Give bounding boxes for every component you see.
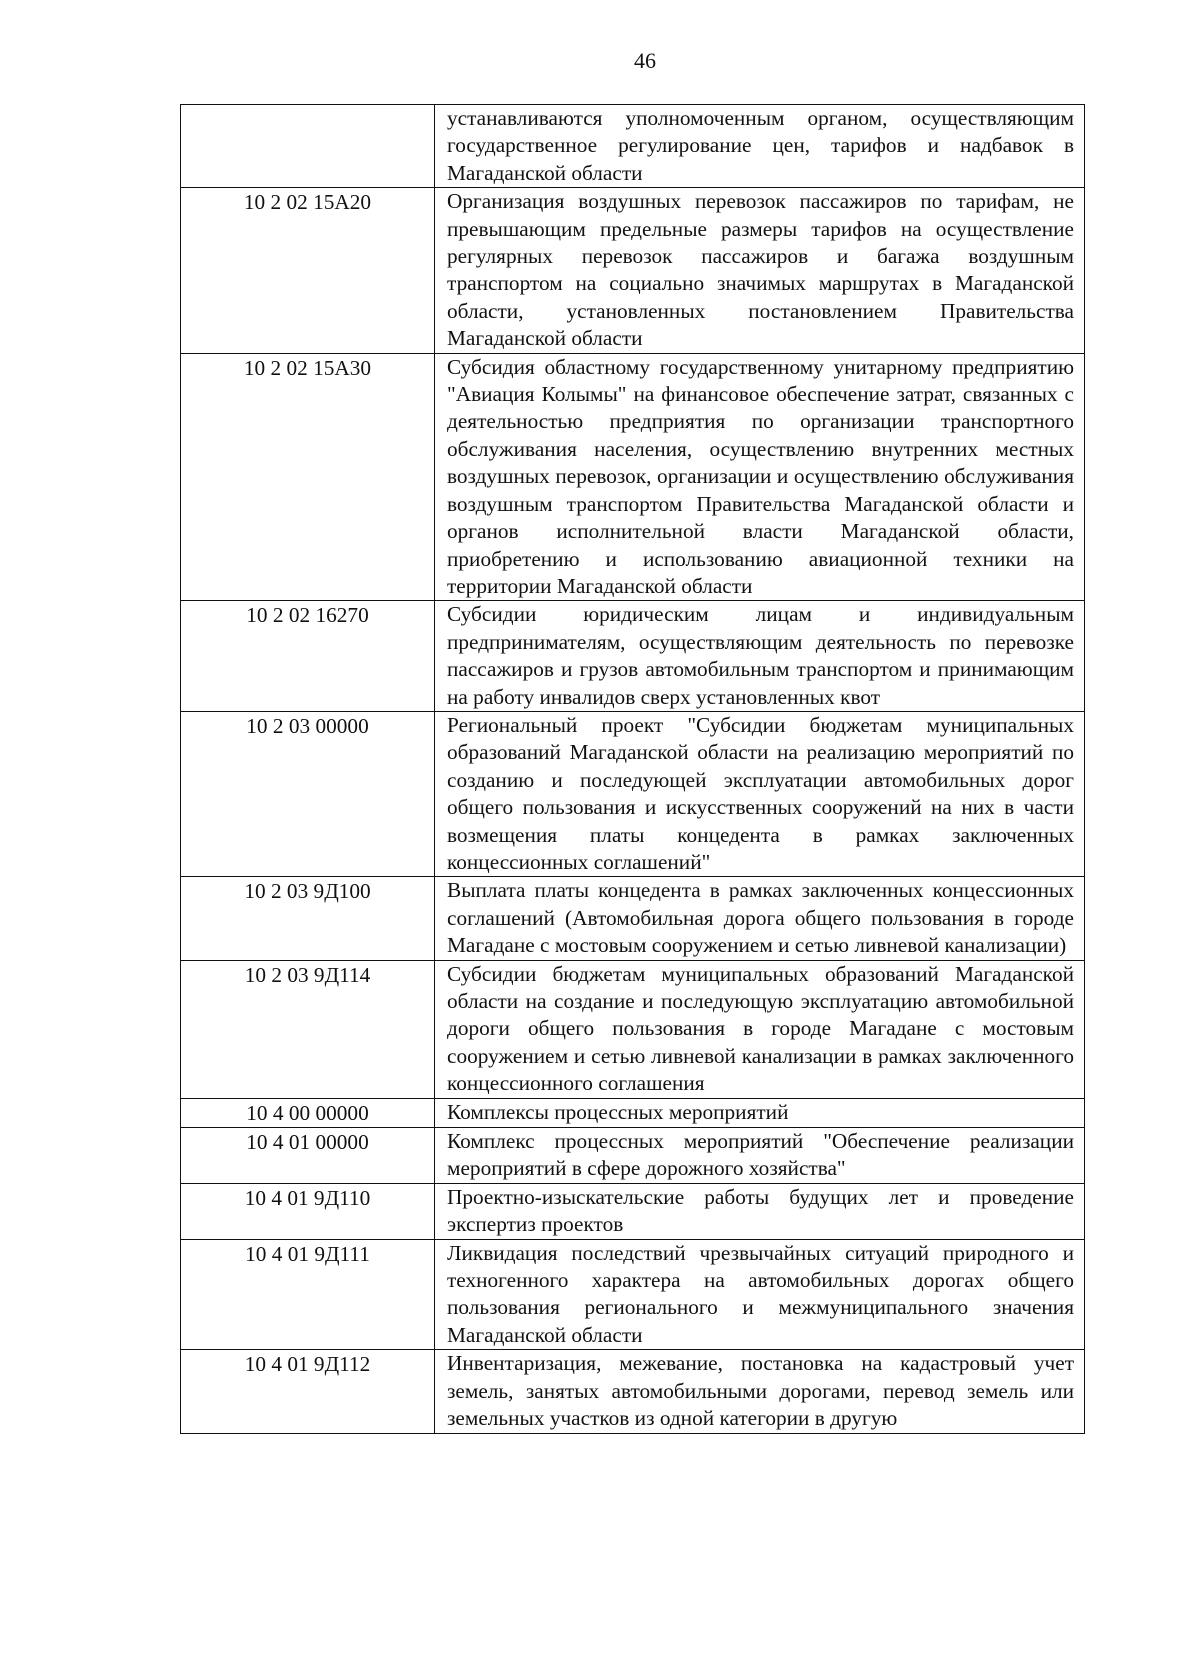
budget-classification-table: [180, 104, 1085, 1434]
row-description: Субсидии юридическим лицам и индивидуальным предпринимателям, осуществляющим деятельность по перевозке пассажиров и грузов автомобильным транспортом и принимающим на работу инвалидов сверх установленных квот: [447, 602, 1074, 709]
table-row: [181, 1350, 1085, 1433]
table-row: [181, 601, 1085, 712]
row-code: 10 4 01 9Д110: [181, 1183, 435, 1239]
table-row: [181, 877, 1085, 960]
row-description-cell: [435, 711, 1085, 876]
row-description-cell: [435, 188, 1085, 353]
row-code: 10 4 01 00000: [181, 1128, 435, 1184]
row-description: Выплата платы концедента в рамках заключенных концессионных соглашений (Автомобильная дорога общего пользования в городе Магадане с мостовым сооружением и сетью ливневой канализации): [447, 878, 1074, 958]
table-row: [181, 105, 1085, 188]
row-description: Ликвидация последствий чрезвычайных ситуаций природного и техногенного характера на автомобильных дорогах общего пользования регионального и межмуниципального значения Магаданской области: [447, 1240, 1074, 1347]
page-number: 46: [634, 48, 656, 73]
row-description: Организация воздушных перевозок пассажиров по тарифам, не превышающим предельные размеры тарифов на осуществление регулярных перевозок пассажиров и багажа воздушным транспортом на социально значимых маршрутах в Магаданской области, установленных постановлением Правительства Магаданской области: [447, 189, 1074, 351]
table-row: [181, 1128, 1085, 1184]
row-code: 10 2 03 00000: [181, 711, 435, 876]
row-code: 10 2 02 15А30: [181, 353, 435, 601]
row-code: 10 2 02 16270: [181, 601, 435, 712]
row-description-cell: [435, 353, 1085, 601]
table-row: [181, 1239, 1085, 1350]
row-code: 10 2 02 15А20: [181, 188, 435, 353]
table-row: [181, 960, 1085, 1098]
row-description: Субсидия областному государственному унитарному предприятию "Авиация Колымы" на финансовое обеспечение затрат, связанных с деятельностью предприятия по организации транспортного обслуживания населения, осуществлению внутренних местных воздушных перевозок, организации и осуществлению обслуживания воздушным транспортом Правительства Магаданской области и органов исполнительной власти Магаданской области, приобретению и использованию авиационной техники на территории Магаданской области: [447, 354, 1074, 598]
table-row: [181, 353, 1085, 601]
row-description-cell: [435, 105, 1085, 188]
table-row: [181, 711, 1085, 876]
row-description-cell: [435, 601, 1085, 712]
row-description: Проектно-изыскательские работы будущих лет и проведение экспертиз проектов: [447, 1184, 1074, 1237]
row-description-cell: [435, 1239, 1085, 1350]
row-description: Комплексы процессных мероприятий: [447, 1099, 789, 1124]
row-code: 10 4 01 9Д112: [181, 1350, 435, 1433]
row-description-cell: [435, 1098, 1085, 1127]
row-description: Комплекс процессных мероприятий "Обеспечение реализации мероприятий в сфере дорожного хозяйства": [447, 1129, 1074, 1181]
row-description-cell: [435, 1128, 1085, 1184]
row-description-cell: [435, 1183, 1085, 1239]
row-description: устанавливаются уполномоченным органом, осуществляющим государственное регулирование цен, тарифов и надбавок в Магаданской области: [447, 106, 1074, 185]
row-description: Субсидии бюджетам муниципальных образований Магаданской области на создание и последующую эксплуатацию автомобильной дороги общего пользования в городе Магадане с мостовым сооружением и сетью ливневой канализации в рамках заключенного концессионного соглашения: [447, 961, 1074, 1096]
row-code: [181, 105, 435, 188]
row-description-cell: [435, 1350, 1085, 1433]
row-code: 10 4 00 00000: [181, 1098, 435, 1127]
table-row: [181, 1098, 1085, 1127]
row-code: 10 2 03 9Д100: [181, 877, 435, 960]
row-description: Инвентаризация, межевание, постановка на кадастровый учет земель, занятых автомобильными дорогами, перевод земель или земельных участков из одной категории в другую: [447, 1351, 1074, 1431]
row-description: Региональный проект "Субсидии бюджетам муниципальных образований Магаданской области на реализацию мероприятий по созданию и последующей эксплуатации автомобильных дорог общего пользования и искусственных сооружений на них в части возмещения платы концедента в рамках заключенных концессионных соглашений": [447, 712, 1074, 874]
row-description-cell: [435, 877, 1085, 960]
row-description-cell: [435, 960, 1085, 1098]
table-row: [181, 188, 1085, 353]
table-row: [181, 1183, 1085, 1239]
row-code: 10 4 01 9Д111: [181, 1239, 435, 1350]
row-code: 10 2 03 9Д114: [181, 960, 435, 1098]
